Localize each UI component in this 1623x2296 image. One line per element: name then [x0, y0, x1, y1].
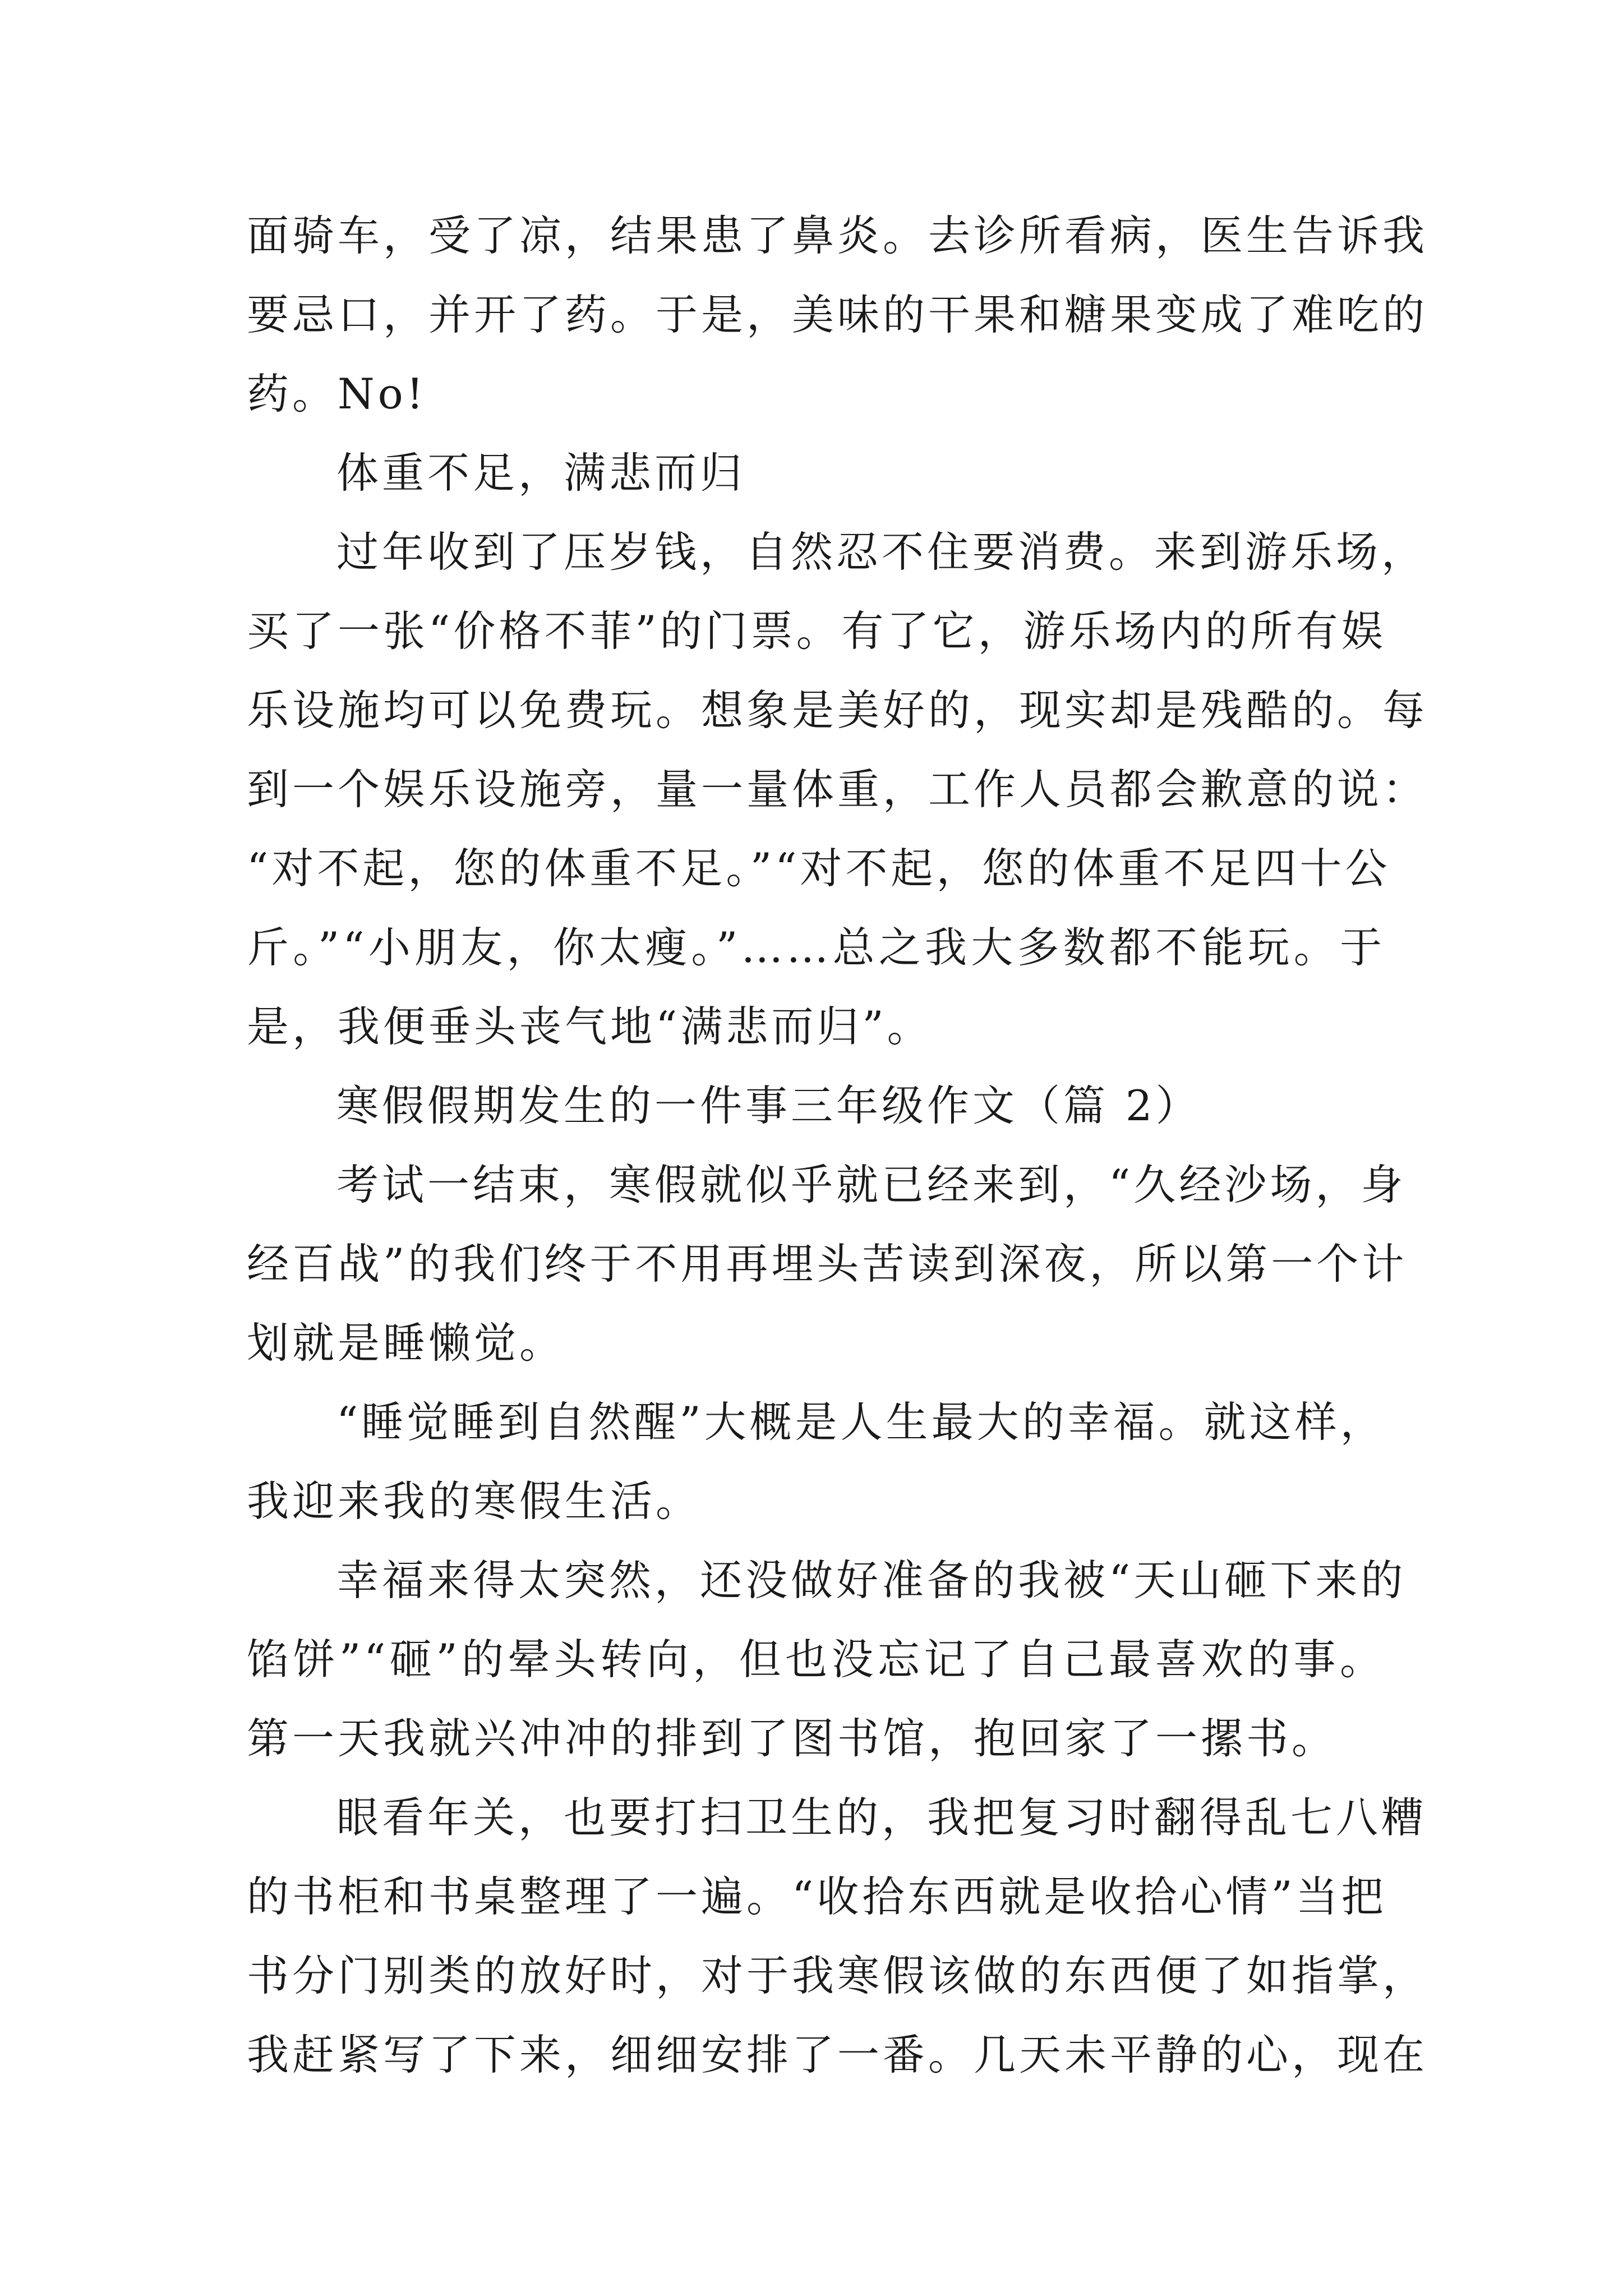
- text-line: 斤。”“小朋友，你太瘦。”……总之我大多数都不能玩。于: [247, 923, 1385, 972]
- text-line: 是，我便垂头丧气地“满悲而归”。: [247, 1002, 933, 1051]
- text-line: 我赶紧写了下来，细细安排了一番。几天未平静的心，现在: [247, 2030, 1428, 2079]
- paragraph-first-line: 考试一结束，寒假就似乎就已经来到，“久经沙场，身: [336, 1160, 1407, 1209]
- text-line: 药。No!: [247, 369, 427, 418]
- text-line: 买了一张“价格不菲”的门票。有了它，游乐场内的所有娱: [247, 606, 1387, 656]
- text-line: 书分门别类的放好时，对于我寒假该做的东西便了如指掌，: [247, 1951, 1428, 2000]
- text-line: 馅饼”“砸”的晕头转向，但也没忘记了自己最喜欢的事。: [247, 1635, 1385, 1684]
- paragraph-first-line: “睡觉睡到自然醒”大概是人生最大的幸福。就这样，: [336, 1397, 1386, 1447]
- text-line: 我迎来我的寒假生活。: [247, 1476, 702, 1526]
- text-line: 乐设施均可以免费玩。想象是美好的，现实却是残酷的。每: [247, 685, 1428, 735]
- text-line: 经百战”的我们终于不用再埋头苦读到深夜，所以第一个计: [247, 1239, 1408, 1289]
- text-line: 的书柜和书桌整理了一遍。“收拾东西就是收拾心情”当把: [247, 1872, 1387, 1921]
- text-line: “对不起，您的体重不足。”“对不起，您的体重不足四十公: [247, 844, 1391, 893]
- text-line: 到一个娱乐设施旁，量一量体重，工作人员都会歉意的说：: [247, 765, 1428, 814]
- paragraph-first-line: 幸福来得太突然，还没做好准备的我被“天山砸下来的: [336, 1556, 1407, 1605]
- text-line: 第一天我就兴冲冲的排到了图书馆，抱回家了一摞书。: [247, 1714, 1338, 1763]
- text-line: 面骑车，受了凉，结果患了鼻炎。去诊所看病，医生告诉我: [247, 211, 1428, 260]
- paragraph-first-line: 过年收到了压岁钱，自然忍不住要消费。来到游乐场，: [336, 527, 1427, 577]
- text-line: 要忌口，并开了药。于是，美味的干果和糖果变成了难吃的: [247, 290, 1428, 339]
- paragraph-first-line: 眼看年关，也要打扫卫生的，我把复习时翻得乱七八糟: [336, 1793, 1427, 1842]
- document-body: [247, 196, 1428, 2095]
- text-line: 划就是睡懒觉。: [247, 1318, 565, 1368]
- section-heading: 体重不足，满悲而归: [336, 448, 746, 498]
- essay-title: 寒假假期发生的一件事三年级作文（篇 2）: [336, 1081, 1201, 1130]
